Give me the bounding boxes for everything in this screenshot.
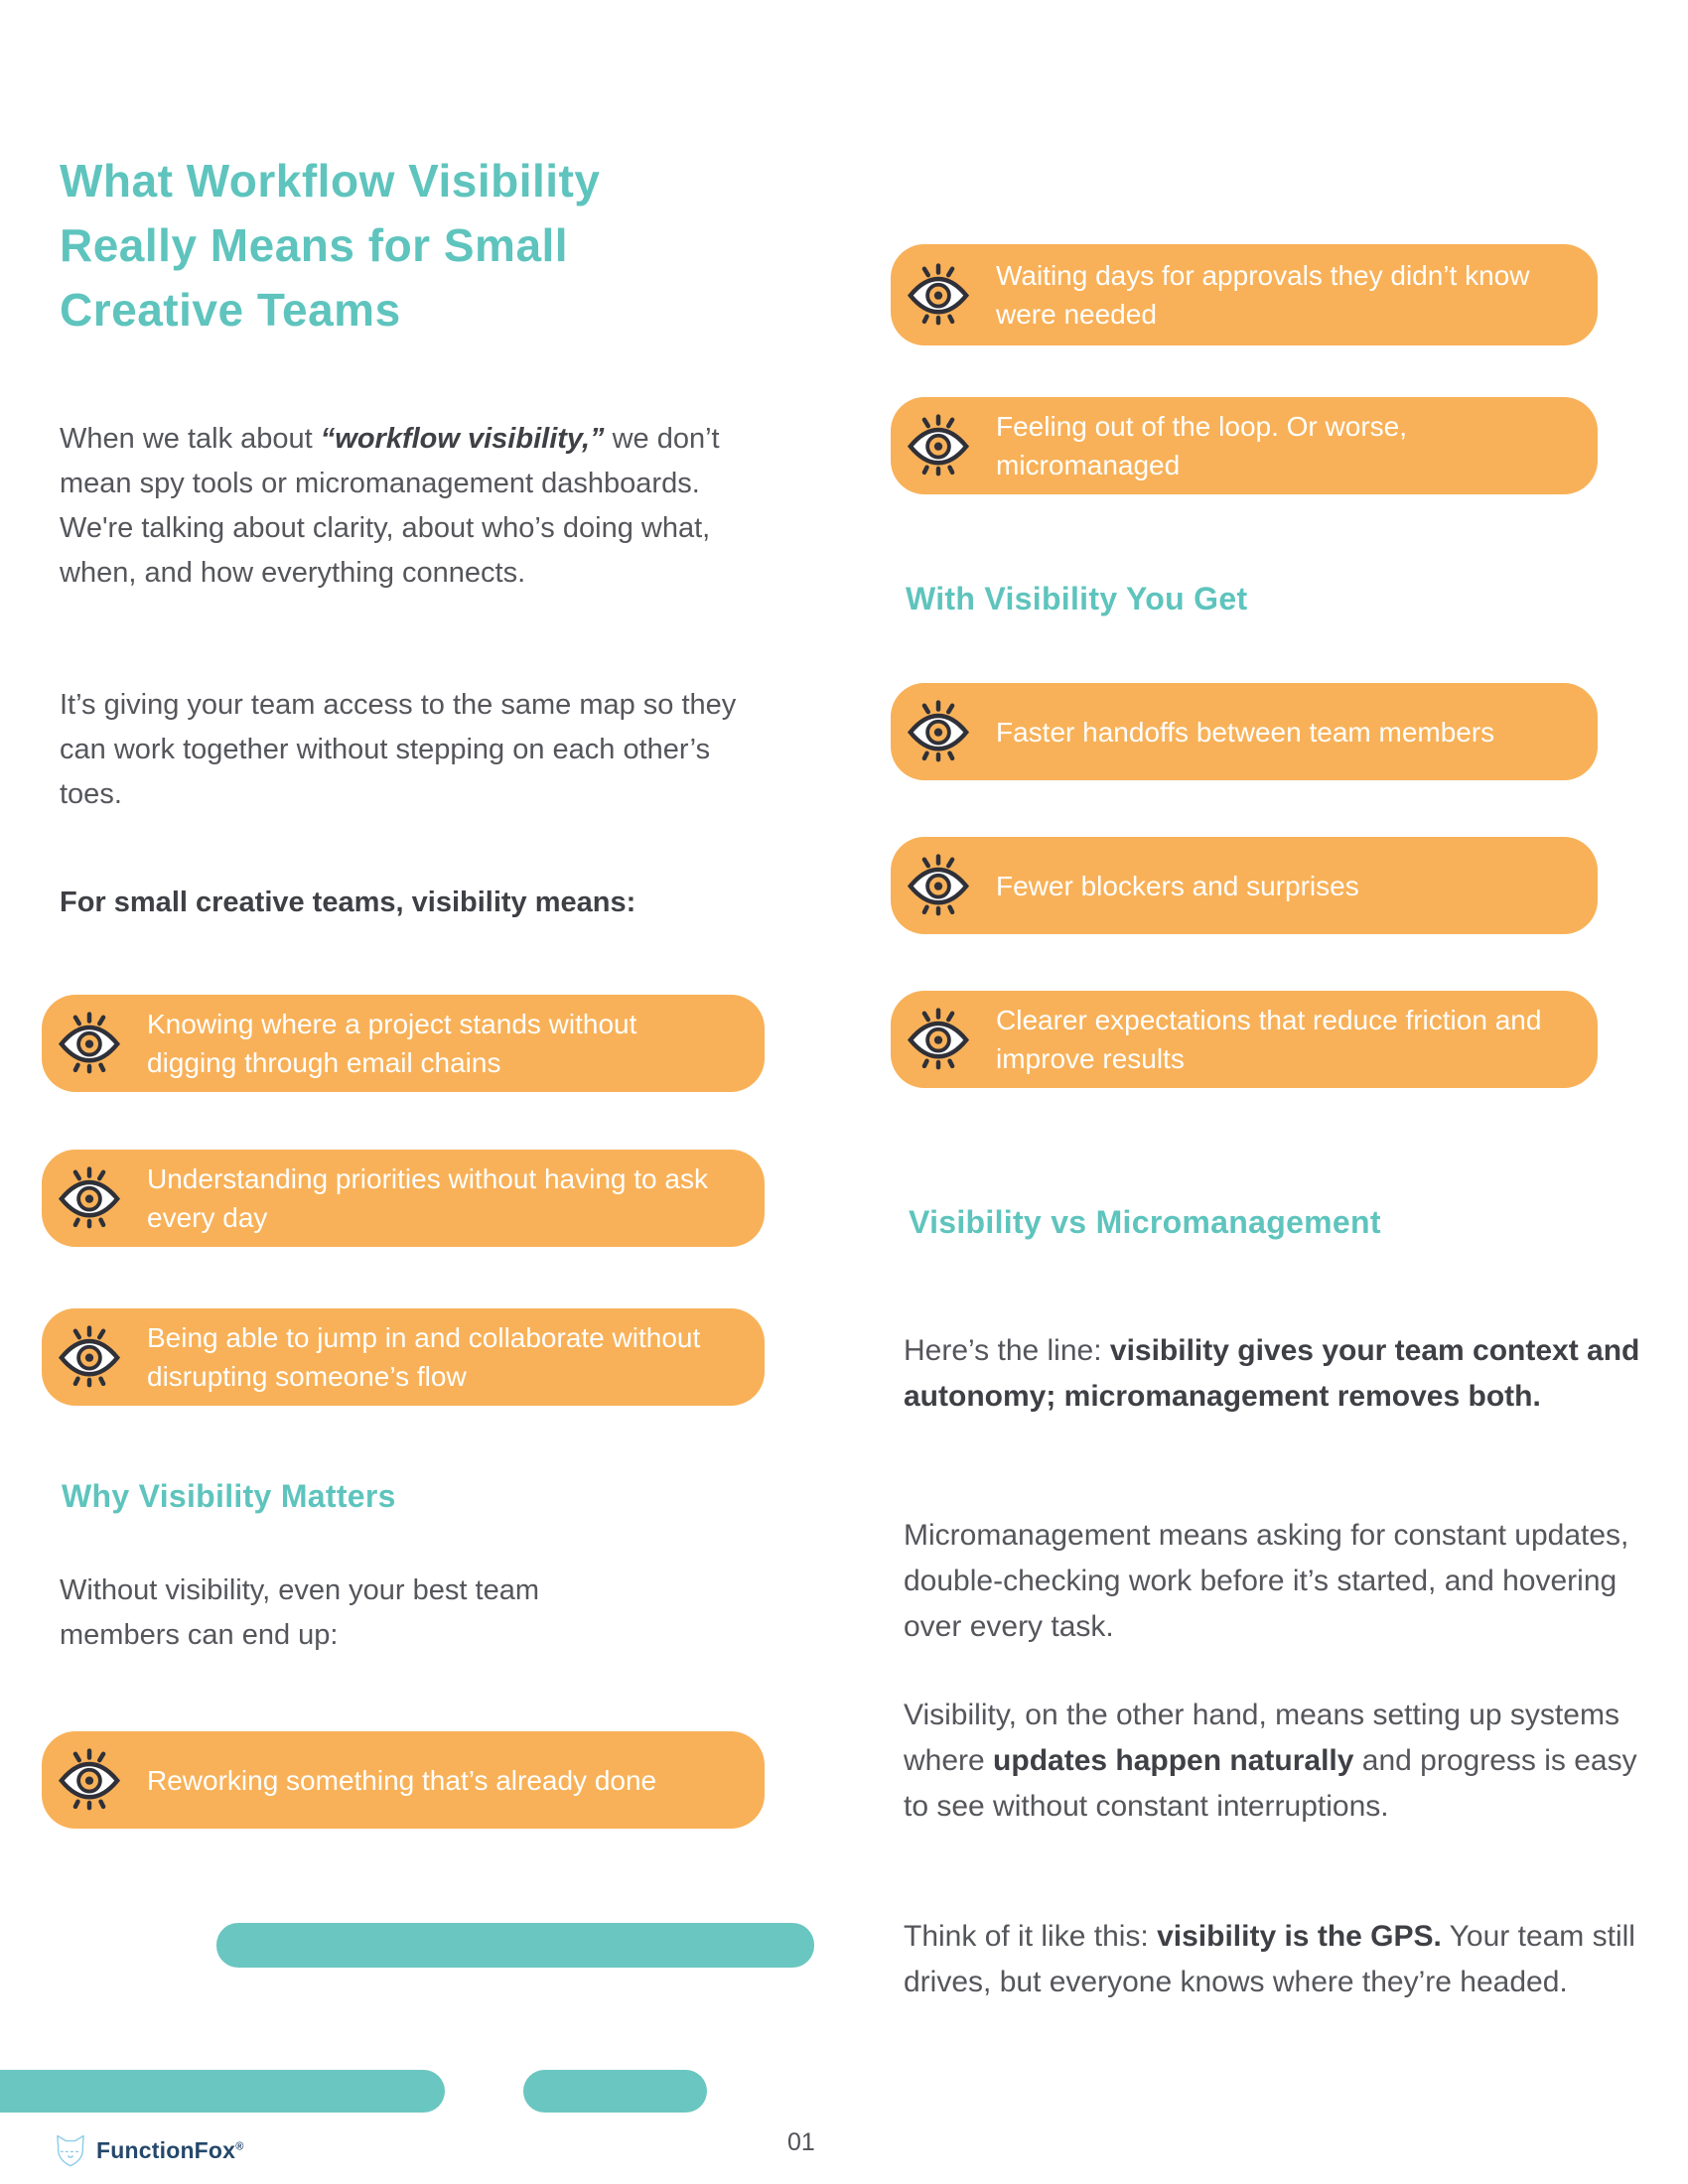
visibility-vs-micromanagement-heading: Visibility vs Micromanagement bbox=[909, 1204, 1381, 1240]
gps-segment-bold: visibility is the GPS. bbox=[1157, 1920, 1442, 1953]
teal-bar-3 bbox=[523, 2070, 707, 2113]
line-segment-1: Here’s the line: bbox=[904, 1334, 1110, 1367]
page-title bbox=[60, 149, 735, 342]
gps-paragraph bbox=[904, 1914, 1643, 2005]
page-title-line-1: What Workflow Visibility bbox=[60, 155, 601, 206]
line-paragraph bbox=[904, 1328, 1643, 1420]
teal-bar-1 bbox=[216, 1923, 814, 1968]
eye-icon bbox=[907, 700, 970, 763]
natural-segment-1: Visibility, on the other hand, means setting up systems where bbox=[904, 1699, 1619, 1777]
gps-segment-2: Your team still drives, but everyone knows where they’re headed. bbox=[904, 1920, 1635, 1998]
pill-label: Being able to jump in and collaborate without disrupting someone’s flow bbox=[147, 1322, 701, 1392]
why-visibility-heading: Why Visibility Matters bbox=[62, 1478, 396, 1514]
eye-icon bbox=[907, 854, 970, 917]
eye-icon bbox=[907, 414, 970, 478]
page-title-line-2: Really Means for Small bbox=[60, 219, 569, 271]
with-visibility-pill-2 bbox=[891, 837, 1598, 934]
why-paragraph: Without visibility, even your best team members can end up: bbox=[60, 1574, 539, 1651]
natural-updates-paragraph bbox=[904, 1693, 1643, 1830]
eye-icon bbox=[58, 1012, 121, 1075]
pill-label: Waiting days for approvals they didn’t know were needed bbox=[996, 260, 1530, 330]
intro-segment-2: we don’t mean spy tools or micromanagement dashboards. We're talking about clarity, about who’s doing what, when, and how everything connects. bbox=[60, 423, 720, 589]
end-up-pill-loop bbox=[891, 397, 1598, 494]
with-visibility-pill-1 bbox=[891, 683, 1598, 780]
natural-segment-2: and progress is easy to see without constant interruptions. bbox=[904, 1744, 1637, 1823]
eye-icon bbox=[58, 1748, 121, 1812]
line-segment-bold: visibility gives your team context and autonomy; micromanagement removes both. bbox=[904, 1334, 1640, 1413]
pill-label: Understanding priorities without having to ask every day bbox=[147, 1163, 708, 1233]
pill-label: Feeling out of the loop. Or worse, micromanaged bbox=[996, 411, 1407, 480]
eye-icon bbox=[907, 1008, 970, 1071]
visibility-means-pill-2 bbox=[42, 1150, 765, 1247]
intro-segment-emphasis: “workflow visibility,” bbox=[320, 423, 605, 455]
gps-segment-1: Think of it like this: bbox=[904, 1920, 1158, 1953]
natural-segment-bold: updates happen naturally bbox=[993, 1744, 1354, 1777]
fox-head-icon bbox=[55, 2132, 86, 2168]
pill-label: Clearer expectations that reduce friction and improve results bbox=[996, 1005, 1542, 1074]
brand-text: FunctionFox bbox=[96, 2136, 236, 2163]
end-up-pill-rework bbox=[42, 1731, 765, 1829]
end-up-pill-approvals bbox=[891, 244, 1598, 345]
pill-label: Faster handoffs between team members bbox=[996, 716, 1495, 748]
pill-label: Fewer blockers and surprises bbox=[996, 870, 1359, 901]
intro-paragraph bbox=[60, 417, 735, 596]
page-number: 01 bbox=[787, 2128, 815, 2156]
with-visibility-heading: With Visibility You Get bbox=[906, 581, 1248, 616]
eye-icon bbox=[58, 1166, 121, 1230]
map-paragraph: It’s giving your team access to the same map so they can work together without stepping on each other’s toes. bbox=[60, 689, 737, 810]
means-lead: For small creative teams, visibility means: bbox=[60, 887, 636, 918]
functionfox-logo bbox=[55, 2132, 244, 2168]
eye-icon bbox=[907, 263, 970, 327]
with-visibility-pill-3 bbox=[891, 991, 1598, 1088]
brand-name bbox=[96, 2137, 244, 2164]
visibility-means-pill-3 bbox=[42, 1308, 765, 1406]
intro-segment-1: When we talk about bbox=[60, 423, 321, 455]
pill-label: Knowing where a project stands without digging through email chains bbox=[147, 1009, 637, 1078]
registered-mark: ® bbox=[235, 2139, 244, 2152]
eye-icon bbox=[58, 1325, 121, 1389]
pill-label: Reworking something that’s already done bbox=[147, 1764, 657, 1796]
page-title-line-3: Creative Teams bbox=[60, 284, 401, 336]
micromanagement-paragraph: Micromanagement means asking for constant updates, double-checking work before it’s started, and hovering over every task. bbox=[904, 1519, 1629, 1643]
visibility-means-pill-1 bbox=[42, 995, 765, 1092]
teal-bar-2 bbox=[0, 2070, 445, 2113]
